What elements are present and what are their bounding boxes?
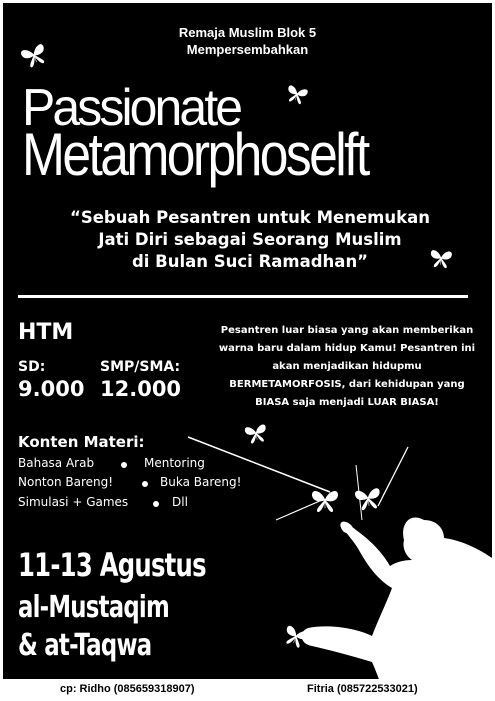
presenter-line-2: Mempersembahkan bbox=[186, 42, 309, 57]
butterfly-icon bbox=[282, 625, 308, 649]
description-line-1: Pesantren luar biasa yang akan memberikan bbox=[220, 325, 474, 336]
konten-item: Nonton Bareng! bbox=[18, 475, 114, 489]
quote-line-2: Jati Diri sebagai Seorang Muslim bbox=[98, 230, 402, 249]
butterfly-icon bbox=[285, 85, 308, 105]
description-line-5: BIASA saja menjadi LUAR BIASA! bbox=[255, 397, 439, 408]
butterfly-icon bbox=[355, 488, 382, 510]
presenter-line-1: Remaja Muslim Blok 5 bbox=[178, 25, 317, 40]
contact-fitria: Fitria (085722533021) bbox=[307, 683, 418, 695]
light-streak bbox=[188, 437, 330, 492]
contact-footer bbox=[0, 679, 495, 701]
konten-heading: Konten Materi: bbox=[18, 433, 145, 451]
sd-label: SD: bbox=[18, 359, 46, 375]
event-date: 11-13 Agustus bbox=[18, 546, 206, 584]
butterfly-icon bbox=[312, 491, 337, 511]
event-venue-1: al-Mustaqim bbox=[18, 590, 169, 625]
konten-item: Bahasa Arab bbox=[18, 456, 95, 470]
konten-item: Buka Bareng! bbox=[160, 475, 242, 489]
quote-line-1: “Sebuah Pesantren untuk Menemukan bbox=[70, 208, 430, 227]
konten-item: Simulasi + Games bbox=[18, 495, 129, 509]
light-streak bbox=[276, 500, 322, 520]
contact-ridho: cp: Ridho (085659318907) bbox=[60, 683, 195, 695]
description-line-4: BERMETAMORFOSIS, dari kehidupan yang bbox=[229, 379, 465, 390]
smp-sma-price: 12.000 bbox=[100, 377, 182, 401]
butterfly-icon bbox=[21, 44, 49, 69]
htm-heading: HTM bbox=[18, 320, 74, 345]
event-venue-2: & at-Taqwa bbox=[18, 628, 152, 663]
silhouette-figure bbox=[302, 517, 495, 701]
sd-price: 9.000 bbox=[18, 377, 85, 401]
konten-item: Dll bbox=[172, 495, 188, 509]
butterfly-icon bbox=[245, 424, 268, 444]
light-streak bbox=[378, 447, 408, 506]
butterfly-icon bbox=[430, 250, 452, 268]
description-line-2: warna baru dalam hidup Kamu! Pesantren ini bbox=[218, 343, 476, 354]
smp-sma-label: SMP/SMA: bbox=[100, 359, 181, 375]
quote-line-3: di Bulan Suci Ramadhan” bbox=[131, 252, 369, 271]
title-passionate: Passionate bbox=[22, 79, 241, 137]
description-line-3: akan menjadikan hidupmu bbox=[272, 361, 422, 372]
konten-item: Mentoring bbox=[144, 456, 205, 470]
title-metamorphoselft: Metamorphoselft bbox=[22, 121, 368, 188]
